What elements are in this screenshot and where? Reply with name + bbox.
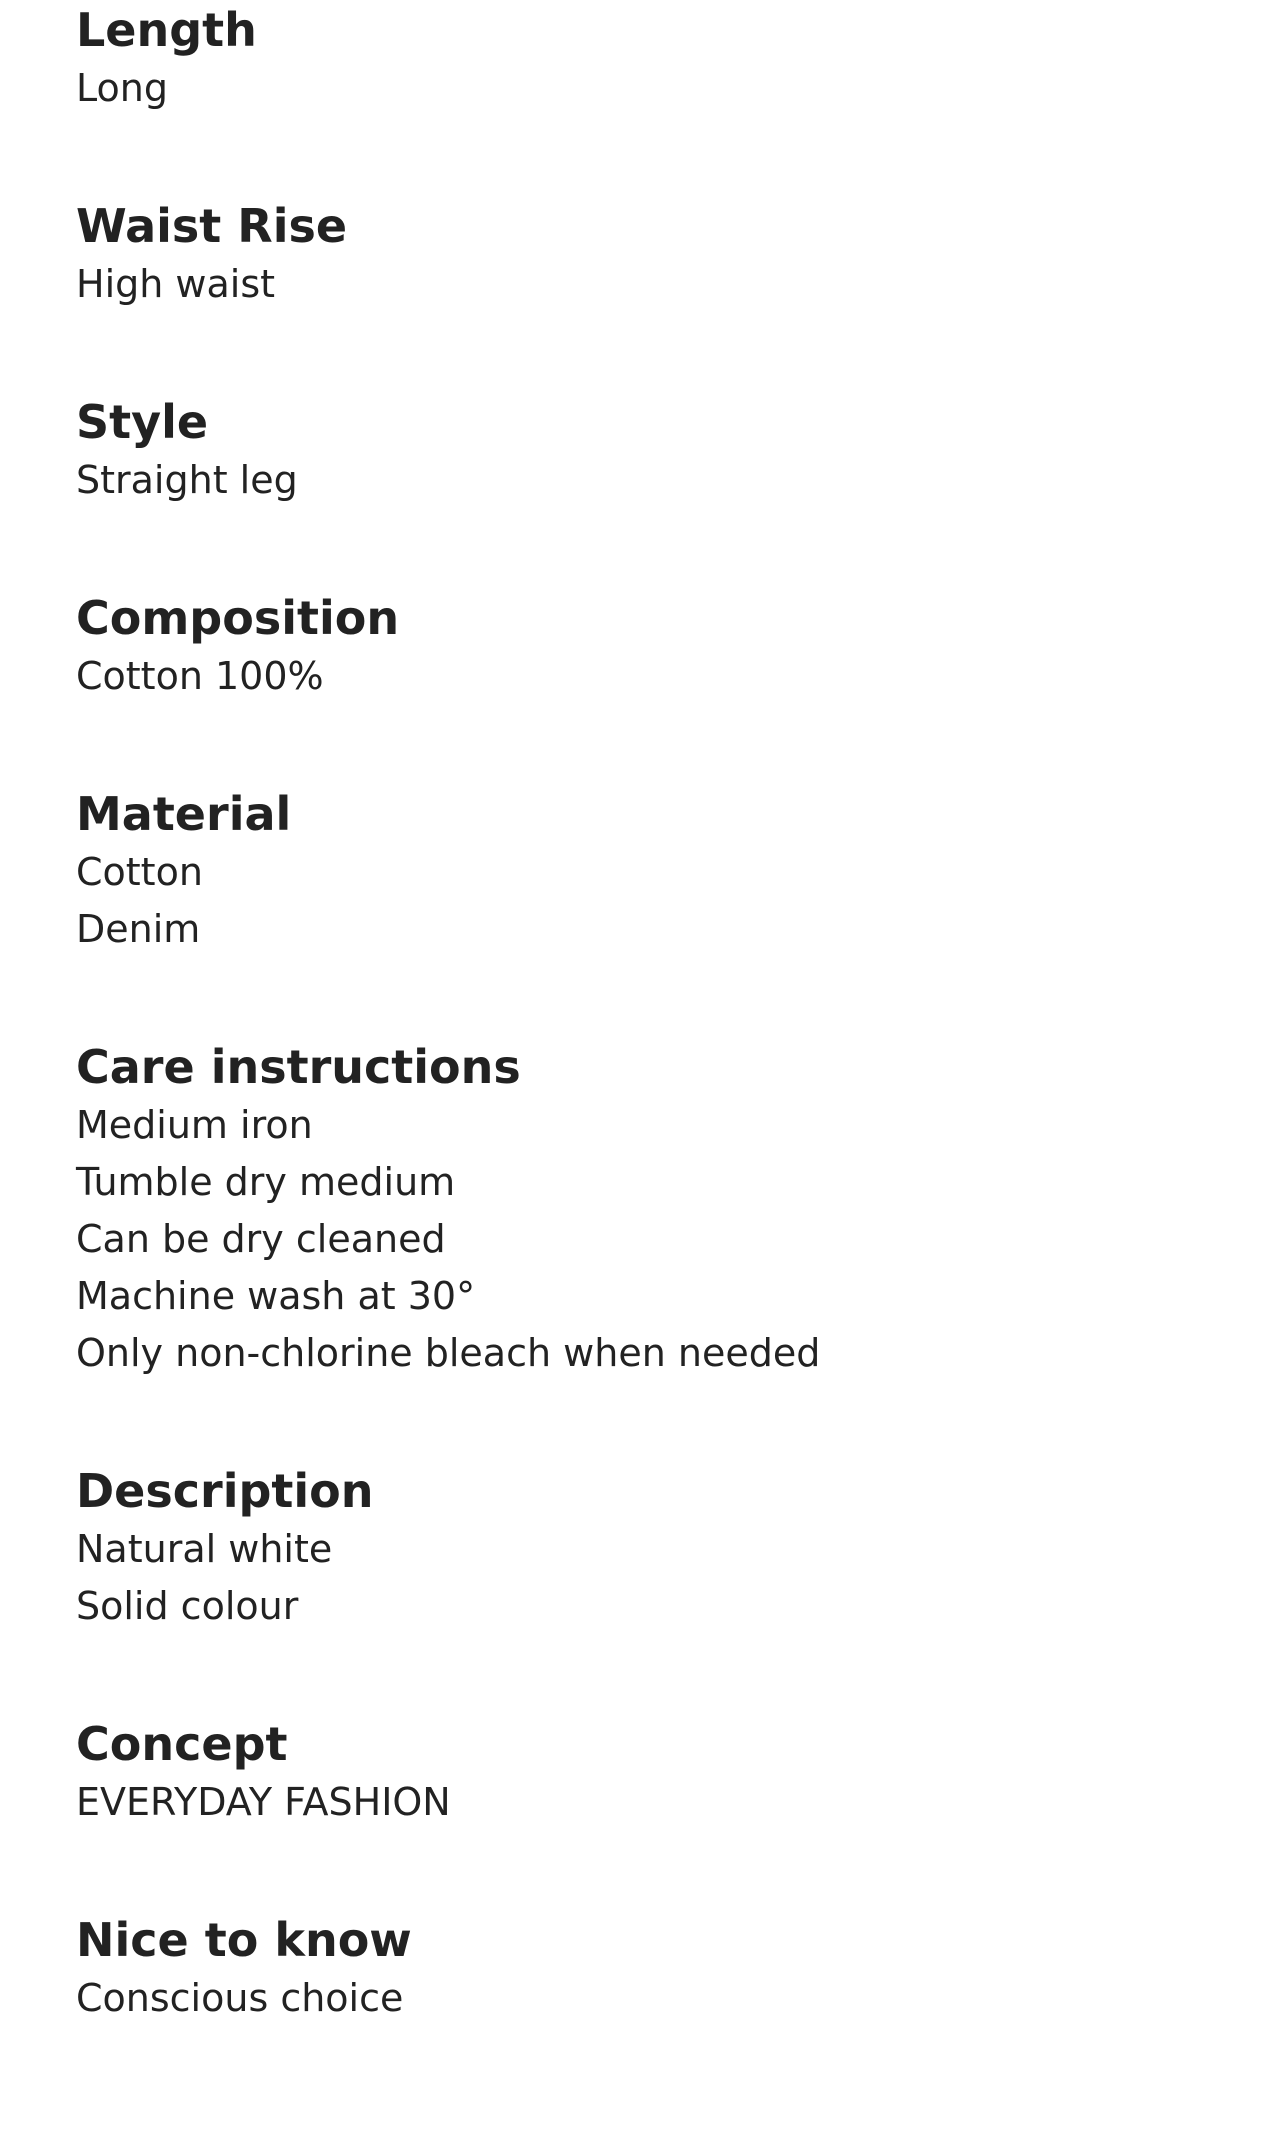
section-title: Nice to know	[76, 1913, 412, 1967]
section-waist-rise	[76, 196, 1226, 313]
section-nice-to-know	[76, 1910, 1226, 2027]
section-value: Cotton	[76, 850, 203, 894]
section-value: Straight leg	[76, 458, 298, 502]
section-values	[76, 1970, 1226, 2027]
section-title: Waist Rise	[76, 199, 348, 253]
section-values	[76, 452, 1226, 509]
section-value: Natural white	[76, 1527, 333, 1571]
section-values	[76, 1774, 1226, 1831]
section-value: Tumble dry medium	[76, 1160, 456, 1204]
section-title: Composition	[76, 591, 400, 645]
section-value: EVERYDAY FASHION	[76, 1780, 451, 1824]
section-value: High waist	[76, 262, 276, 306]
section-value: Only non-chlorine bleach when needed	[76, 1331, 821, 1375]
section-concept	[76, 1714, 1226, 1831]
section-composition	[76, 588, 1226, 705]
section-values	[76, 844, 1226, 958]
section-value: Machine wash at 30°	[76, 1274, 476, 1318]
section-value: Medium iron	[76, 1103, 313, 1147]
section-values	[76, 256, 1226, 313]
section-care-instructions	[76, 1037, 1226, 1382]
section-value: Solid colour	[76, 1584, 299, 1628]
section-material	[76, 784, 1226, 958]
section-style	[76, 392, 1226, 509]
section-title: Length	[76, 3, 257, 57]
section-title: Care instructions	[76, 1040, 521, 1094]
section-title: Material	[76, 787, 292, 841]
section-title: Concept	[76, 1717, 288, 1771]
section-description	[76, 1461, 1226, 1635]
section-value: Long	[76, 66, 168, 110]
section-values	[76, 1521, 1226, 1635]
product-details	[76, 0, 1226, 2027]
section-values	[76, 1097, 1226, 1382]
section-title: Description	[76, 1464, 374, 1518]
section-value: Conscious choice	[76, 1976, 404, 2020]
section-value: Denim	[76, 907, 201, 951]
section-value: Cotton 100%	[76, 654, 324, 698]
section-values	[76, 60, 1226, 117]
section-value: Can be dry cleaned	[76, 1217, 446, 1261]
section-title: Style	[76, 395, 209, 449]
section-values	[76, 648, 1226, 705]
section-length	[76, 0, 1226, 117]
